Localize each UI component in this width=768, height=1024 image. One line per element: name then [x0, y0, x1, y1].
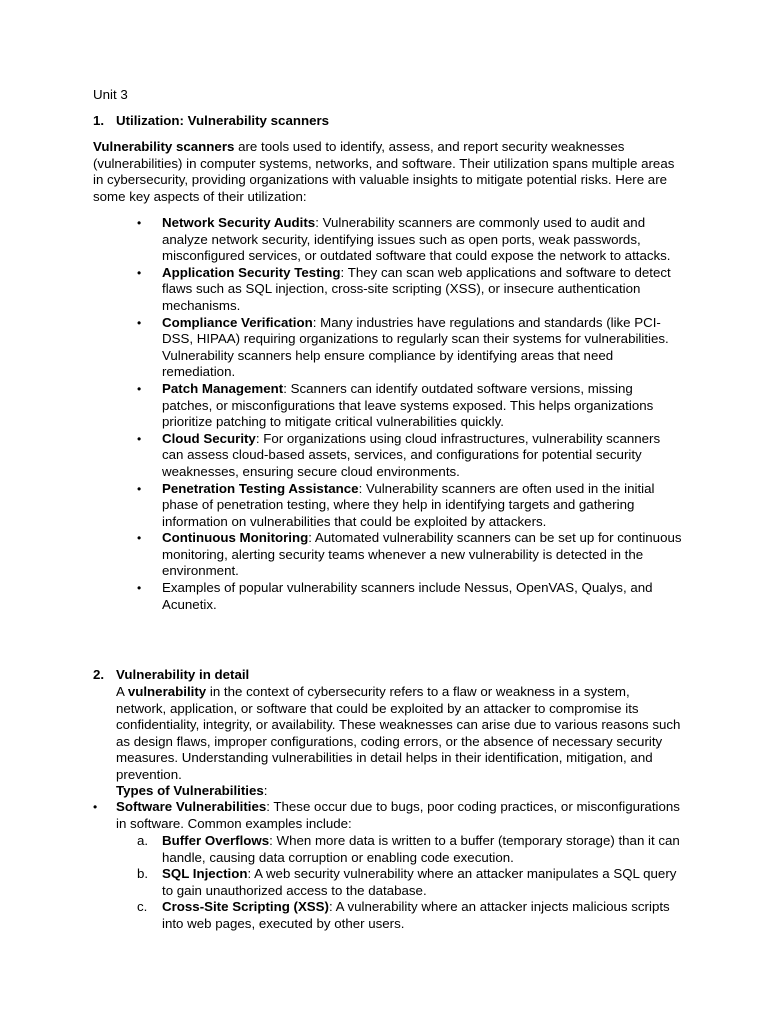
bullet-icon: •: [93, 800, 98, 814]
section-2-paragraph: A vulnerability in the context of cybersecurity refers to a flaw or weakness in a system, network, application, or software that could be exploited by an attacker to compromise its confidentiality, integrity, or availability. These weaknesses can arise due to various reasons such as design flaws, improper configurations, coding errors, or the absence of necessary security measures. Understanding vulnerabilities in detail helps in their identification, mitigation, and prevention.: [116, 684, 681, 782]
list-item: [137, 265, 682, 315]
item-term: Network Security Audits: [162, 215, 316, 230]
intro-text: are tools used to identify, assess, and report security weaknesses (vulnerabilities) in computer systems, networks, and software. Their utilization spans multiple areas in cybersecurity, providing organizations with valuable insights to mitigate potential risks. Here are some key aspects of their utilization:: [93, 139, 675, 204]
bullet-icon: •: [137, 581, 142, 596]
section-1-intro: [93, 139, 683, 205]
item-term: Continuous Monitoring: [162, 530, 309, 546]
section-1-title: Utilization: Vulnerability scanners: [116, 113, 330, 128]
item-term: Compliance Verification: [162, 314, 313, 330]
list-item: [137, 580, 682, 613]
item-term: SQL Injection: [162, 866, 248, 882]
list-item: [137, 866, 682, 899]
bullet-icon: •: [137, 381, 142, 396]
item-text: : They can scan web applications and software to detect flaws such as SQL injection, cross-site scripting (XSS), or insecure authentication mechanisms.: [162, 264, 671, 313]
item-text: : For organizations using cloud infrastructures, vulnerability scanners can assess cloud-based assets, services, and configurations for potential security weaknesses, ensuring secure cloud environments.: [162, 430, 661, 479]
bullet-icon: •: [137, 431, 142, 446]
item-text: : When more data is written to a buffer (temporary storage) than it can handle, causing data corruption or enabling code execution.: [162, 833, 680, 865]
item-text: : Vulnerability scanners are often used in the initial phase of penetration testing, where they help in identifying targets and gathering information on vulnerabilities that could be exploited by attackers.: [162, 480, 655, 529]
list-item: [137, 431, 682, 481]
item-text: Examples of popular vulnerability scanners include Nessus, OpenVAS, Qualys, and Acunetix.: [162, 580, 653, 612]
intro-term: Vulnerability scanners: [93, 139, 235, 154]
software-examples-list: [137, 833, 682, 933]
section-1-heading: [93, 113, 329, 130]
section-1-number: 1.: [93, 113, 105, 128]
section-2-heading: [93, 667, 249, 684]
unit-label: Unit 3: [93, 87, 128, 102]
bullet-icon: •: [137, 531, 142, 546]
item-term: Patch Management: [162, 380, 284, 396]
bullet-icon: •: [137, 481, 142, 496]
item-text: : Many industries have regulations and standards (like PCI-DSS, HIPAA) requiring organizations to regularly scan their systems for vulnerabilities. Vulnerability scanners help ensure compliance by identifying areas that need remediation.: [162, 314, 669, 380]
item-letter: c.: [137, 899, 148, 915]
item-letter: b.: [137, 866, 149, 882]
item-text: : Vulnerability scanners are commonly used to audit and analyze network security, identifying issues such as open ports, weak passwords, misconfigured services, or outdated software that could expose the network to attacks.: [162, 215, 671, 264]
software-text: : These occur due to bugs, poor coding practices, or misconfigurations in software. Common examples include:: [116, 799, 680, 831]
item-term: Cross-Site Scripting (XSS): [162, 899, 329, 915]
item-text: : Scanners can identify outdated software versions, missing patches, or misconfigurations that leave systems exposed. This helps organizations prioritize patching to mitigate critical vulnerabilities quickly.: [162, 380, 654, 430]
item-term: Penetration Testing Assistance: [162, 480, 359, 496]
paragraph-text: in the context of cybersecurity refers to a flaw or weakness in a system, network, application, or software that could be exploited by an attacker to compromise its confidentiality, integrity, or availability. These weaknesses can arise due to various reasons such as design flaws, improper configurations, coding errors, or the absence of necessary security measures. Understanding vulnerabilities in detail helps in their identification, mitigation, and prevention.: [116, 684, 681, 782]
software-vulnerabilities-item: [93, 799, 683, 832]
item-text: : A web security vulnerability where an attacker manipulates a SQL query to gain unauthorized access to the database.: [162, 866, 677, 898]
item-term: Buffer Overflows: [162, 833, 270, 848]
item-term: Application Security Testing: [162, 264, 341, 280]
list-item: [137, 215, 682, 265]
types-heading: Types of Vulnerabilities:: [116, 783, 268, 798]
list-item: [137, 833, 682, 866]
section-2-number: 2.: [93, 667, 105, 682]
bullet-icon: •: [137, 265, 142, 280]
utilization-list: [137, 215, 682, 613]
item-term: Cloud Security: [162, 430, 256, 446]
list-item: [137, 481, 682, 531]
bullet-icon: •: [137, 216, 142, 230]
list-item: [137, 899, 682, 932]
list-item: [137, 530, 682, 580]
bullet-icon: •: [137, 315, 142, 330]
software-term: Software Vulnerabilities: [116, 799, 267, 814]
item-text: : A vulnerability where an attacker injects malicious scripts into web pages, executed by other users.: [162, 899, 670, 931]
paragraph-term: vulnerability: [127, 684, 207, 699]
item-letter: a.: [137, 833, 149, 848]
item-text: : Automated vulnerability scanners can be set up for continuous monitoring, alerting security teams whenever a new vulnerability is detected in the environment.: [162, 530, 682, 579]
list-item: [137, 381, 682, 431]
list-item: [137, 315, 682, 381]
section-2-title: Vulnerability in detail: [116, 667, 250, 682]
